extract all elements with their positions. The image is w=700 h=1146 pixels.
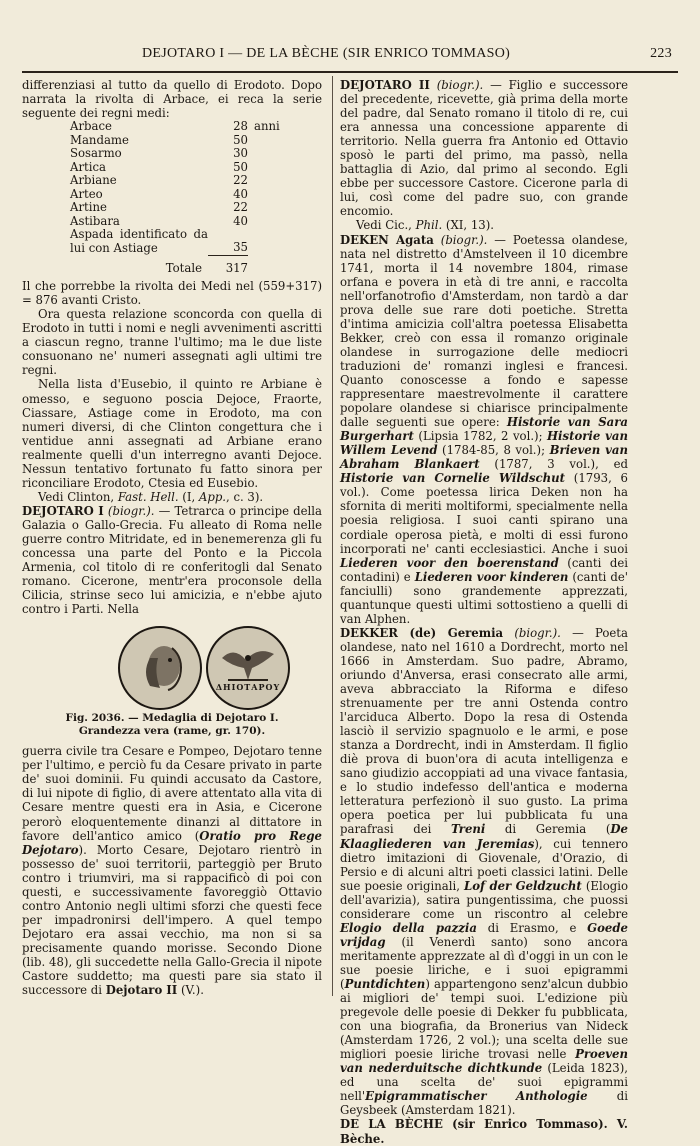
king-years: 22: [233, 173, 248, 188]
king-row: [70, 188, 290, 202]
entry-dekker: DEKKER (de) Geremia (biogr.). — Poeta olandese, nato nel 1610 a Dordrecht, morto nel 1666 in Amsterdam. Suo padre, Abramo, oriundo d'Anversa, erasi consecrato alle armi, aveva abbracciato la Riforma e difeso strenuamente per tre anni Ostenda contro l'arciduca Alberto. Dopo la resa di Ostenda lasciò il servizio spagnuolo e le armi, e pose stanza a Dordrecht, indi in Amsterdam. Il figlio diè prova di buon'ora di acuta intelligenza e sano giudizio accoppiati ad una vivace fantasia, e lo studio indefesso dell'antica e moderna letteratura perfezionò il suo gusto. La prima opera poetica per lui pubblicata fu una parafrasi dei Treni di Geremia (De Klaagliederen van Jeremias), cui tennero dietro imitazioni di Giovenale, d'Orazio, di Persio e di alcuni altri poeti classici latini. Delle sue poesie originali, Lof der Geldzucht (Elogio dell'avarizia), satira pungentissima, che puossi considerare come un riscontro al celebre Elogio della pazzia di Erasmo, e Goede vrijdag (il Venerdì santo) sono ancora meritamente apprezzate al dì d'oggi in un con le sue poesie liriche, e i suoi epigrammi (Puntdichten) appartengono senz'alcun dubbio ai migliori de' tempi suoi. L'edizione più pregevole delle poesie di Dekker fu pubblicata, con una biografia, da Bronerius van Nideck (Amsterdam 1726, 2 vol.); una scelta delle sue migliori poesie liriche trovasi nelle Proeven van nederduitsche dichtkunde (Leida 1823), ed una scelta de' suoi epigrammi nell'Epigrammatischer Anthologie di Geysbeek (Amsterdam 1821).: [340, 625, 629, 1118]
king-name: Artica: [70, 159, 106, 174]
reference-clinton: Vedi Clinton, Fast. Hell. (I, App., c. 3).: [38, 489, 264, 504]
entry-dejotaro-ii: DEJOTARO II (biogr.). — Figlio e successore del precedente, ricevette, già prima della morte del padre, dal Senato romano il titolo di re, cui era annessa una concessione apparente di territorio. Nella guerra fra Antonio ed Ottavio sposò le parti del primo, ma passò, nella battaglia di Azio, dal primo al secondo. Egli ebbe per successore Castore. Cicerone parla di lui, così come del padre suo, con grande encomio.: [340, 78, 629, 219]
paragraph-comparison: Ora questa relazione sconcorda con quella di Erodoto in tutti i nomi e negli avvenimenti ascritti a ciascun regno, tranne l'ultimo; ma le due liste consuonano ne' numeri assegnati agli ultimi tre regni.: [22, 307, 322, 378]
king-years: 28: [233, 119, 248, 134]
entry-de-la-beche: DE LA BÈCHE (sir Enrico Tommaso). V. Bèche.: [340, 1117, 629, 1146]
figure-caption-line1: Fig. 2036. — Medaglia di Dejotaro I.: [65, 712, 279, 725]
king-years: 40: [233, 213, 248, 228]
king-row: [70, 228, 290, 255]
king-name: Arbace: [70, 119, 112, 134]
header-title: DEJOTARO I — DE LA BÈCHE (SIR ENRICO TOMMASO): [142, 46, 511, 61]
paragraph-revolt: Il che porrebbe la rivolta dei Medi nel (559+317) = 876 avanti Cristo.: [22, 279, 322, 308]
king-years: 35: [233, 240, 248, 255]
header-rule: [22, 71, 678, 73]
king-name: Aspada identificato da lui con Astiage: [70, 227, 208, 255]
king-row: [70, 201, 290, 215]
king-unit: [248, 161, 290, 175]
paragraph-eusebius: Nella lista d'Eusebio, il quinto re Arbiane è omesso, e seguono poscia Dejoce, Fraorte, Ciassare, Astiage come in Erodoto, ma con numeri diversi, di che Clinton congettura che i ventidue anni assegnati ad Arbiane erano realmente quelli d'un interregno avanti Dejoce. Nessun tentativo fortunato fu fatto sinora per riconciliare Erodoto, Ctesia ed Eusebio.: [22, 377, 322, 490]
king-unit: [248, 228, 290, 255]
king-name: Arbiane: [70, 173, 117, 188]
king-years: 22: [233, 200, 248, 215]
coin-reverse-eagle: [206, 626, 290, 710]
entry-dejotaro-i: DEJOTARO I (biogr.). — Tetrarca o principe della Galazia o Gallo-Grecia. Fu alleato di Roma nelle guerre contro Mitridate, ed in benemerenza gli fu concessa una parte del Ponto e la Piccola Armenia, col titolo di re conferitogli dal Senato romano. Cicerone, mentr'era proconsole della Cilicia, strinse seco lui amicizia, e n'ebbe ajuto contro i Parti. Nella: [22, 503, 322, 617]
king-row: [70, 147, 290, 161]
kings-total-row: [70, 255, 290, 275]
total-label: Totale: [165, 260, 202, 275]
king-unit: [248, 201, 290, 215]
left-column: [22, 78, 322, 997]
king-unit: [248, 215, 290, 229]
king-years: 50: [233, 159, 248, 174]
king-name: Artine: [70, 200, 107, 215]
total-value: 317: [208, 255, 248, 275]
page-number: 223: [650, 46, 672, 61]
king-unit: [248, 188, 290, 202]
right-column: [340, 78, 628, 1146]
king-row: [70, 161, 290, 175]
running-header: [22, 44, 678, 64]
king-row: [70, 215, 290, 229]
kings-table: [70, 120, 290, 275]
king-name: Astibara: [70, 213, 120, 228]
king-row: [70, 174, 290, 188]
king-unit: [248, 147, 290, 161]
king-unit: anni: [254, 119, 280, 134]
reference-cicero: Vedi Cic., Phil. (XI, 13).: [356, 218, 494, 233]
king-name: Mandame: [70, 132, 129, 147]
king-years: 40: [233, 186, 248, 201]
entry-headword: DEJOTARO I: [22, 503, 104, 518]
figure-caption: [22, 712, 322, 738]
king-years: 50: [233, 132, 248, 147]
king-unit: [248, 134, 290, 148]
coin-legend: ΔΗΙΟΤΑΡΟΥ: [215, 682, 281, 693]
king-name: Arteo: [70, 186, 103, 201]
entry-deken: DEKEN Agata (biogr.). — Poetessa olandese, nata nel distretto d'Amstelveen il 10 dicembre 1741, morta il 14 novembre 1804, rimase orfana e povera in età di tre anni, e raccolta nell'orfanotrofio d'Amsterdam, non tardò a dar prova delle sue rare doti poetiche. Stretta d'intima amicizia coll'altra poetessa Elisabetta Bekker, creò con essa il romanzo originale olandese in surrogazione delle mediocri traduzioni de' romanzi inglesi e francesi. Quanto conoscesse a fondo e sapesse rappresentare maestrevolmente il carattere popolare olandese si chiarisce principalmente dalle seguenti sue opere: Historie van Sara Burgerhart (Lipsia 1782, 2 vol.); Historie van Willem Levend (1784-85, 8 vol.); Brieven van Abraham Blankaert (1787, 3 vol.), ed Historie van Cornelie Wildschut (1793, 6 vol.). Come poetessa lirica Deken non ha sfornita di meriti moltiformi, specialmente nella poesia religiosa. I suoi canti spirano una cordiale operosa pietà, e molti di essi furono incorporati ne' canti ecclesiastici. Anche i suoi Liederen voor den boerenstand (canti dei contadini) e Liederen voor kinderen (canti de' fanciulli) sono grandemente apprezzati, quantunque questi ultimi sottostieno a quelli di van Alphen.: [340, 232, 628, 626]
intro-paragraph: differenziasi al tutto da quello di Erodoto. Dopo narrata la rivolta di Arbace, ei reca la serie seguente dei regni medi:: [22, 78, 322, 121]
king-name: Sosarmo: [70, 146, 122, 161]
coin-figure: [86, 626, 322, 710]
column-divider: [332, 76, 333, 996]
entry-dejotaro-i-continued: guerra civile tra Cesare e Pompeo, Dejotaro tenne per l'ultimo, e perciò fu da Cesare privato in parte de' suoi dominii. Fu quindi accusato da Castore, di lui nipote di figlio, di avere attentato alla vita di Cesare mentre questi era in Asia, e Cicerone perorò eloquentemente dinanzi al dittatore in favore dell'antico amico (Oratio pro Rege Dejotaro). Morto Cesare, Dejotaro rientrò in possesso de' suoi territorii, parteggiò per Bruto contro i triumviri, ma si rappacificò di poi con questi, e successivamente favoreggiò Ottavio contro Antonio negli ultimi sforzi che questi fece per impadronirsi dell'impero. A quel tempo Dejotaro era assai vecchio, ma non si sa precisamente quando morisse. Secondo Dione (lib. 48), gli succedette nella Gallo-Grecia il nipote Castore suddetto; ma questi pare sia stato il successore di Dejotaro II (V.).: [22, 744, 322, 998]
king-years: 30: [233, 146, 248, 161]
king-row: [70, 120, 290, 134]
coin-obverse-portrait: [118, 626, 202, 710]
king-unit: [248, 174, 290, 188]
king-row: [70, 134, 290, 148]
figure-caption-line2: Grandezza vera (rame, gr. 170).: [78, 725, 266, 738]
